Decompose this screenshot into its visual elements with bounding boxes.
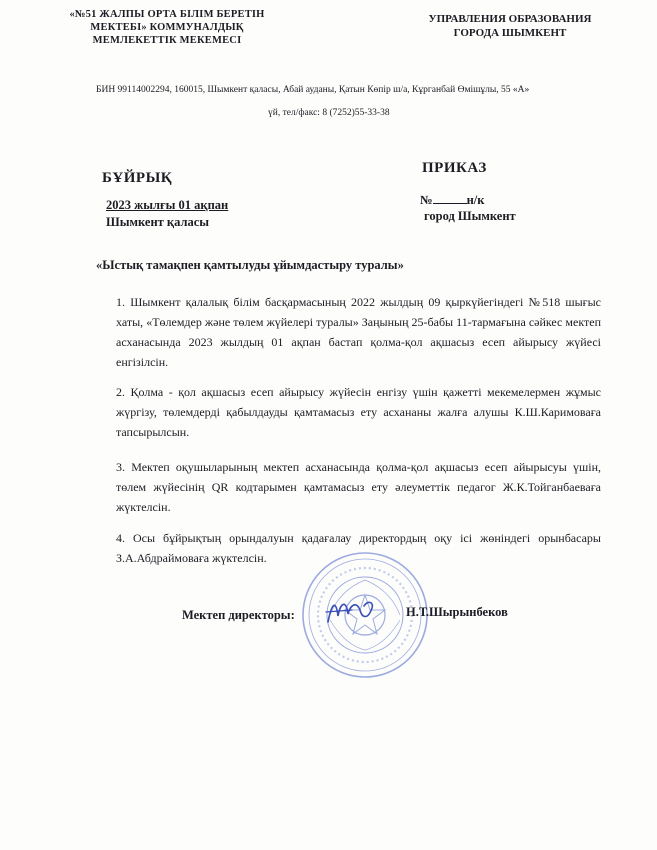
order-title-ru: ПРИКАЗ xyxy=(422,160,487,176)
address-line: БИН 99114002294, 160015, Шымкент қаласы, Абай ауданы, Қатын Көпір ш/а, Кұрганбай Өмішұлы, 55 «А» xyxy=(96,85,530,95)
order-date: 2023 жылғы 01 ақпан xyxy=(106,198,229,212)
department-line-2: ГОРОДА ШЫМКЕНТ xyxy=(453,27,567,39)
paragraph-4: 4. Осы бұйрықтың орындалуын қадағалау директордың оқу ісі жөніндегі орынбасары З.А.Абдраймоваға жүктелсін. xyxy=(116,531,601,565)
city-kz: Шымкент қаласы xyxy=(106,215,210,229)
paragraph-3: 3. Мектеп оқушыларының мектеп асханасында қолма-қол ақшасыз есеп айырысуы үшін, төлем жүйесінің QR кодтарымен қамтамасыз ету әлеуметтік педагог Ж.К.Тойганбаеваға жүктелсін. xyxy=(116,460,601,514)
school-name-line-2: МЕКТЕБІ» КОММУНАЛДЫҚ xyxy=(90,22,244,33)
city-ru: город Шымкент xyxy=(424,209,516,223)
school-name-line-1: «№51 ЖАЛПЫ ОРТА БІЛІМ БЕРЕТІН xyxy=(69,9,265,20)
signature-label: Мектеп директоры: xyxy=(182,608,295,622)
phone-line: үй, тел/факс: 8 (7252)55-33-38 xyxy=(268,108,390,118)
number-prefix: № xyxy=(420,193,433,207)
number-suffix: н/к xyxy=(466,193,485,207)
department-line-1: УПРАВЛЕНИЯ ОБРАЗОВАНИЯ xyxy=(428,13,592,25)
director-signature xyxy=(322,592,382,632)
number-blank xyxy=(433,192,467,204)
school-name-line-3: МЕМЛЕКЕТТІК МЕКЕМЕСІ xyxy=(92,35,242,46)
paragraph-1: 1. Шымкент қалалық білім басқармасының 2022 жылдың 09 қыркүйегіндегі №518 шығыс хаты, «Төлемдер және төлем жүйелері туралы» Заңының 25-бабы 11-тармағына сәйкес мектеп асханасында 2023 жылдың 01 ақпан бастап қолма-қол ақшасыз есеп айырысу жүйесі енгізілсін. xyxy=(116,295,601,369)
director-name: Н.Т.Шырынбеков xyxy=(406,605,508,619)
order-number xyxy=(420,192,484,208)
order-title-kz: БҰЙРЫҚ xyxy=(102,170,173,186)
department-name-ru xyxy=(400,12,620,40)
paragraph-2: 2. Қолма - қол ақшасыз есеп айырысу жүйесін енгізу үшін қажетті мекемелермен жұмыс жүргізу, төлемдерді қабылдауды қамтамасыз ету асхананы жалға алушы К.Ш.Каримоваға тапсырылсын. xyxy=(116,385,601,439)
school-name-kz xyxy=(62,8,272,47)
order-subject: «Ыстық тамақпен қамтылуды ұйымдастыру туралы» xyxy=(96,258,404,272)
